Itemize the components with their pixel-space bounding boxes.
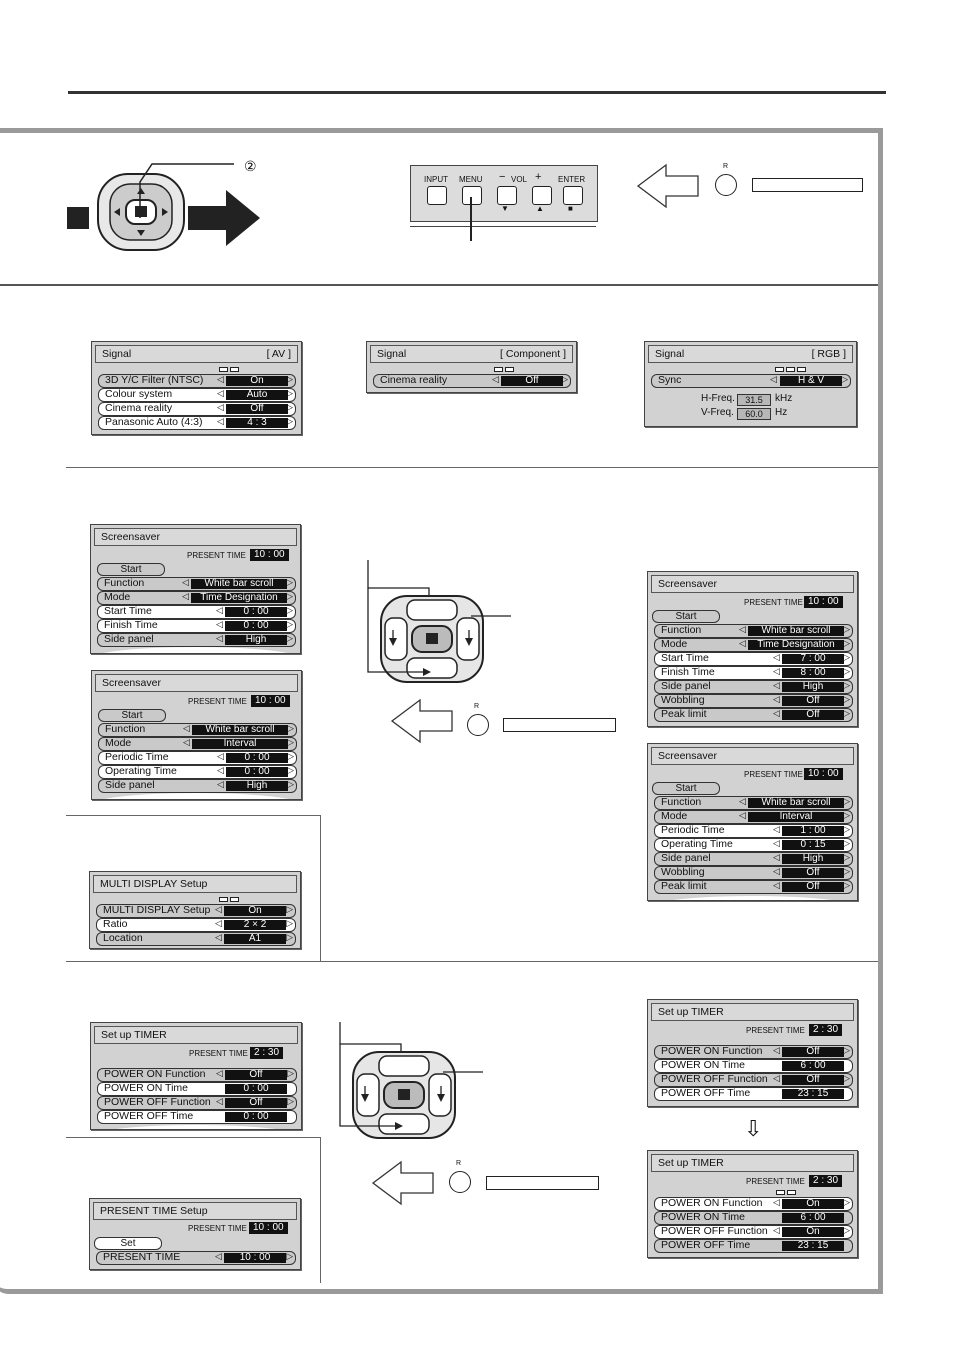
signal-component-menu: [366, 341, 577, 393]
screensaver-row[interactable]: Function ◁ White bar scroll ▷: [98, 723, 297, 737]
section-divider-2: [66, 467, 878, 468]
start-button[interactable]: Start: [652, 782, 720, 795]
screensaver-row[interactable]: Peak limit ◁ Off ▷: [654, 708, 853, 722]
vol-down-button[interactable]: [497, 186, 517, 205]
signal-av-row[interactable]: 3D Y/C Filter (NTSC) ◁ On ▷: [98, 374, 296, 388]
screensaver-row[interactable]: Wobbling ◁ Off ▷: [654, 866, 853, 880]
vfreq-label: V-Freq.: [701, 407, 734, 418]
screensaver-row[interactable]: Peak limit ◁ Off ▷: [654, 880, 853, 894]
remote-r-button[interactable]: [715, 174, 737, 196]
remote-r-button[interactable]: [449, 1171, 471, 1193]
screensaver-row[interactable]: Function ◁ White bar scroll ▷: [97, 577, 296, 591]
signal-av-row[interactable]: Cinema reality ◁ Off ▷: [98, 402, 296, 416]
timer-row[interactable]: POWER ON Function ◁ On ▷: [654, 1197, 853, 1211]
screensaver-row[interactable]: Operating Time ◁ 0 : 00 ▷: [98, 765, 297, 779]
present-time-value: 10 : 00: [804, 768, 843, 780]
right-arrow-icon: [188, 190, 262, 246]
screensaver-row[interactable]: Side panel ◁ High ▷: [654, 852, 853, 866]
timer-row[interactable]: POWER OFF Function ◁ Off ▷: [97, 1096, 297, 1110]
torn-edge: [91, 793, 302, 800]
remote-button-slot: [752, 178, 863, 192]
present-time-label: PRESENT TIME: [746, 1177, 805, 1186]
present-time-value: 10 : 00: [250, 549, 289, 561]
section-divider-7: [320, 1137, 321, 1283]
screensaver-row[interactable]: Side panel ◁ High ▷: [98, 779, 297, 793]
timer-row[interactable]: POWER ON Time 6 : 00: [654, 1059, 853, 1073]
timer-menu-1: [90, 1022, 302, 1130]
screensaver-row[interactable]: Start Time ◁ 7 : 00 ▷: [654, 652, 853, 666]
hfreq-unit: kHz: [775, 393, 793, 404]
remote-r-button[interactable]: [467, 714, 489, 736]
screensaver-row[interactable]: Wobbling ◁ Off ▷: [654, 694, 853, 708]
remote-button-slot: [486, 1176, 599, 1190]
multi-display-menu: [89, 871, 301, 949]
screensaver-row[interactable]: Function ◁ White bar scroll ▷: [654, 796, 853, 810]
torn-edge: [647, 896, 858, 901]
vol-label: VOL: [511, 175, 528, 184]
screensaver-2-title: Screensaver: [102, 677, 161, 689]
step-number-label: ②: [244, 158, 257, 174]
screensaver-row[interactable]: Operating Time ◁ 0 : 15 ▷: [654, 838, 853, 852]
multi-display-title: MULTI DISPLAY Setup: [100, 878, 208, 890]
left-arrow-icon: [390, 698, 454, 744]
signal-rgb-title: Signal: [655, 348, 685, 360]
section-divider-3: [66, 815, 320, 816]
screensaver-row[interactable]: Side panel ◁ High ▷: [97, 633, 296, 647]
present-time-label: PRESENT TIME: [187, 551, 246, 560]
menu-button[interactable]: [462, 186, 482, 205]
signal-rgb-tag: [ RGB ]: [811, 348, 846, 360]
present-time-label: PRESENT TIME: [188, 697, 247, 706]
timer-1-title: Set up TIMER: [101, 1029, 167, 1041]
vfreq-unit: Hz: [775, 407, 788, 418]
set-button[interactable]: Set: [94, 1237, 162, 1250]
screensaver-row[interactable]: Mode ◁ Time Designation ▷: [654, 638, 853, 652]
timer-row[interactable]: POWER OFF Function ◁ On ▷: [654, 1225, 853, 1239]
input-label: INPUT: [424, 175, 448, 184]
vol-plus-label: +: [535, 171, 542, 183]
timer-row[interactable]: POWER ON Time 0 : 00: [97, 1082, 297, 1096]
menu-pointer-line: [470, 197, 472, 241]
timer-row[interactable]: POWER ON Function ◁ Off ▷: [654, 1045, 853, 1059]
present-time-value: 10 : 00: [249, 1222, 288, 1234]
section-divider-5: [66, 961, 878, 962]
down-glyph-icon: ▼: [501, 204, 509, 213]
side-panel-buttons: [410, 165, 598, 222]
timer-row[interactable]: POWER OFF Time 0 : 00: [97, 1110, 297, 1124]
timer-row[interactable]: POWER OFF Time 23 : 15: [654, 1087, 853, 1101]
timer-row[interactable]: POWER ON Function ◁ Off ▷: [97, 1068, 297, 1082]
screensaver-1-title: Screensaver: [101, 531, 160, 543]
vfreq-value: 60.0: [737, 408, 771, 420]
present-time-label: PRESENT TIME: [189, 1049, 248, 1058]
signal-av-title: Signal: [102, 348, 132, 360]
timer-menu-2: [647, 999, 858, 1107]
section-divider-4: [320, 815, 321, 961]
hfreq-label: H-Freq.: [701, 393, 735, 404]
cursor-pad-diagram[interactable]: [365, 560, 515, 685]
left-arrow-icon: [636, 163, 700, 209]
present-time-label: PRESENT TIME: [744, 598, 803, 607]
screensaver-row[interactable]: Mode ◁ Interval ▷: [654, 810, 853, 824]
signal-av-row[interactable]: Colour system ◁ Auto ▷: [98, 388, 296, 402]
remote-r-label: R: [474, 703, 480, 710]
screensaver-menu-1: [90, 524, 301, 654]
present-time-value: 10 : 00: [251, 695, 290, 707]
enter-glyph-icon: ■: [568, 204, 573, 213]
signal-component-row[interactable]: Cinema reality ◁ Off ▷: [373, 374, 571, 388]
down-arrow-icon: ⇩: [744, 1116, 763, 1141]
timer-row[interactable]: POWER OFF Time 23 : 15: [654, 1239, 853, 1253]
signal-rgb-row[interactable]: Sync ◁ H & V ▷: [651, 374, 851, 388]
remote-r-label: R: [723, 163, 729, 170]
left-arrow-icon: [371, 1160, 435, 1206]
signal-component-title: Signal: [377, 348, 407, 360]
present-time-value: 2 : 30: [809, 1024, 842, 1036]
screensaver-3-title: Screensaver: [658, 578, 717, 590]
timer-2-title: Set up TIMER: [658, 1006, 724, 1018]
screensaver-menu-3: [647, 571, 858, 727]
start-button[interactable]: Start: [652, 610, 720, 623]
torn-edge: [90, 1125, 302, 1130]
timer-row[interactable]: POWER OFF Function ◁ Off ▷: [654, 1073, 853, 1087]
remote-button-slot: [503, 718, 616, 732]
present-time-label: PRESENT TIME: [744, 770, 803, 779]
input-button[interactable]: [427, 186, 447, 205]
start-button[interactable]: Start: [98, 709, 166, 722]
up-glyph-icon: ▲: [536, 204, 544, 213]
start-button[interactable]: Start: [97, 563, 165, 576]
signal-rgb-menu: [644, 341, 857, 427]
present-time-setup-title: PRESENT TIME Setup: [100, 1205, 208, 1217]
timer-menu-3: [647, 1150, 858, 1258]
torn-edge: [90, 647, 301, 654]
panel-edge-line: [410, 226, 596, 227]
screensaver-row[interactable]: Finish Time ◁ 0 : 00 ▷: [97, 619, 296, 633]
multi-display-row[interactable]: Ratio ◁ 2 × 2 ▷: [96, 918, 296, 932]
screensaver-row[interactable]: Mode ◁ Time Designation ▷: [97, 591, 296, 605]
present-time-value: 2 : 30: [809, 1175, 842, 1187]
menu-label: MENU: [459, 175, 483, 184]
present-time-row[interactable]: PRESENT TIME ◁ 10 : 00 ▷: [96, 1251, 296, 1265]
signal-av-tag: [ AV ]: [266, 348, 291, 360]
vol-up-button[interactable]: [532, 186, 552, 205]
multi-display-row[interactable]: Location ◁ A1 ▷: [96, 932, 296, 946]
screensaver-row[interactable]: Function ◁ White bar scroll ▷: [654, 624, 853, 638]
screensaver-row[interactable]: Periodic Time ◁ 0 : 00 ▷: [98, 751, 297, 765]
enter-label: ENTER: [558, 175, 586, 184]
signal-av-menu: [91, 341, 302, 435]
present-time-value: 10 : 00: [804, 596, 843, 608]
section-divider-6: [66, 1137, 320, 1138]
hfreq-value: 31.5: [737, 394, 771, 406]
timer-3-title: Set up TIMER: [658, 1157, 724, 1169]
timer-row[interactable]: POWER ON Time 6 : 00: [654, 1211, 853, 1225]
multi-display-row[interactable]: MULTI DISPLAY Setup ◁ On ▷: [96, 904, 296, 918]
screensaver-row[interactable]: Mode ◁ Interval ▷: [98, 737, 297, 751]
cursor-pad-diagram-bottom[interactable]: [337, 1022, 487, 1140]
screensaver-menu-2: [91, 670, 302, 800]
screensaver-row[interactable]: Periodic Time ◁ 1 : 00 ▷: [654, 824, 853, 838]
remote-r-label: R: [456, 1160, 462, 1167]
present-time-label: PRESENT TIME: [746, 1026, 805, 1035]
enter-button[interactable]: [563, 186, 583, 205]
vol-minus-label: −: [499, 171, 506, 183]
top-rule: [68, 91, 886, 94]
present-time-value: 2 : 30: [250, 1047, 283, 1059]
present-time-setup-menu: [89, 1198, 301, 1270]
screensaver-4-title: Screensaver: [658, 750, 717, 762]
screensaver-row[interactable]: Start Time ◁ 0 : 00 ▷: [97, 605, 296, 619]
black-square-icon: [67, 207, 89, 229]
section-divider-1: [0, 284, 878, 286]
screensaver-menu-4: [647, 743, 858, 901]
present-time-label: PRESENT TIME: [188, 1224, 247, 1233]
signal-component-tag: [ Component ]: [500, 348, 566, 360]
signal-av-row[interactable]: Panasonic Auto (4:3) ◁ 4 : 3 ▷: [98, 416, 296, 430]
screensaver-row[interactable]: Side panel ◁ High ▷: [654, 680, 853, 694]
screensaver-row[interactable]: Finish Time ◁ 8 : 00 ▷: [654, 666, 853, 680]
